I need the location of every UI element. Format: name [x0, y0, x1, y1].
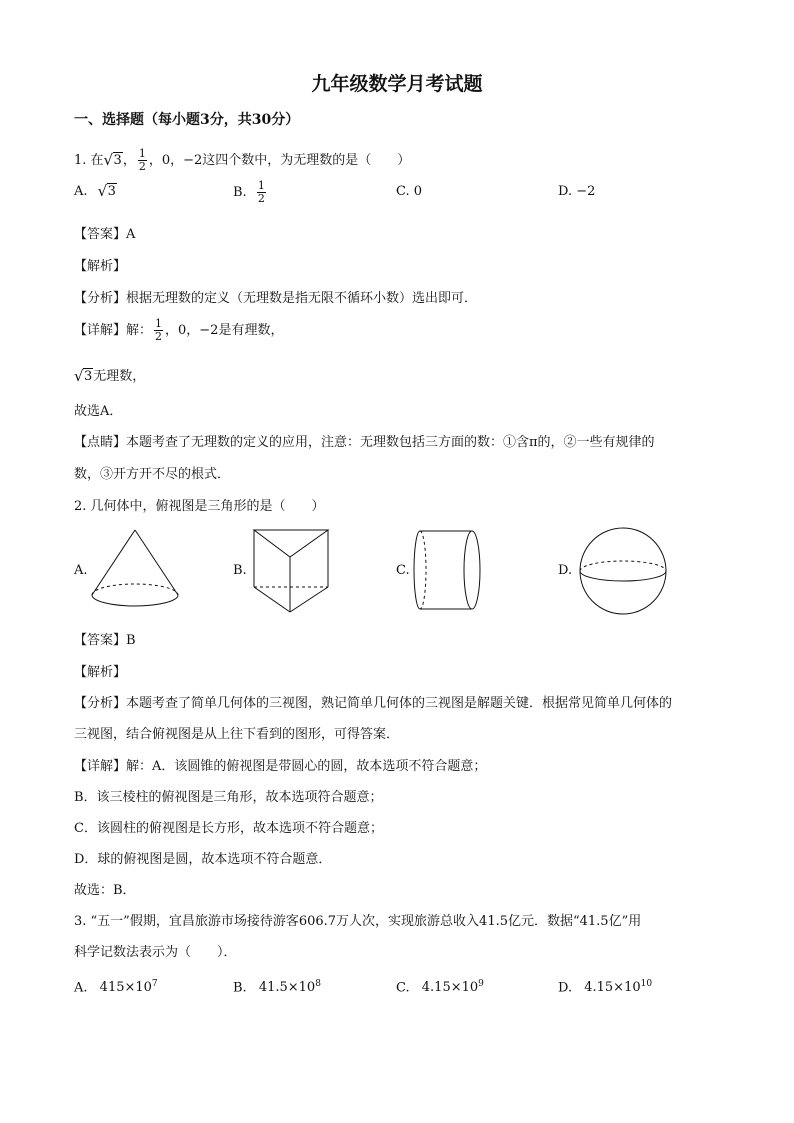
q1-dianjing-1: 【点睛】本题考查了无理数的定义的应用，注意：无理数包括三方面的数：①含π的，②一些有规律的 — [74, 435, 655, 450]
q2-option-c-label: C. — [396, 563, 410, 578]
q3-option-a-exp: 7 — [151, 979, 158, 989]
q2-xiangjie: 【详解】解：A．该圆锥的俯视图是带圆心的圆，故本选项不符合题意； — [74, 759, 487, 774]
cone-figure — [88, 528, 184, 610]
q1-stem-suffix: 这四个数中，为无理数的是（ ） — [202, 153, 411, 168]
q3-option-c — [396, 979, 484, 995]
q3-option-b — [233, 979, 321, 995]
q1-irr-sqrt: √ 3 — [74, 367, 93, 385]
q1-xiangjie-suffix: ，0，−2是有理数， — [165, 323, 284, 338]
sqrt-3: √ 3 — [103, 151, 122, 169]
q2-line-b: B．该三棱柱的俯视图是三角形，故本选项符合题意； — [74, 790, 383, 805]
q1-option-d: D. −2 — [558, 184, 596, 199]
sphere-figure — [577, 526, 669, 616]
q2-line-c: C．该圆柱的俯视图是长方形，故本选项不符合题意； — [74, 821, 383, 836]
q2-option-a-label: A. — [74, 563, 88, 578]
q1-xiangjie — [74, 318, 283, 343]
q3-option-d-base: 4.15×10 — [584, 980, 641, 996]
q1-irr-text: 无理数， — [93, 369, 146, 384]
q1-option-b-num: 1 — [257, 179, 265, 192]
question-1-stem — [74, 148, 410, 173]
q1-stem-prefix: 1. 在 — [74, 153, 104, 168]
q3-option-b-base: 41.5×10 — [258, 980, 316, 996]
section-heading: 一、选择题（每小题3分，共30分） — [74, 112, 300, 128]
q3-option-a-base: 415×10 — [99, 980, 152, 996]
sqrt-arg: 3 — [113, 153, 122, 168]
fraction-half — [138, 148, 147, 173]
q1-option-b-den: 2 — [257, 192, 265, 205]
q3-option-c-exp: 9 — [478, 979, 484, 989]
q1-option-a-label: A. — [74, 184, 88, 199]
q1-sep: ， — [122, 153, 136, 168]
frac-denominator: 2 — [138, 160, 146, 173]
q3-option-b-label: B. — [233, 980, 247, 996]
q3-option-b-exp: 8 — [315, 979, 321, 989]
q3-option-d-label: D. — [558, 980, 573, 996]
q1-dianjing-2: 数，③开方开不尽的根式． — [74, 467, 231, 482]
q3-option-c-base: 4.15×10 — [421, 980, 479, 996]
q1-guxuan: 故选A． — [74, 404, 123, 419]
q1-xiangjie-frac — [154, 318, 163, 343]
q1-option-c: C. 0 — [396, 184, 423, 199]
prism-figure — [250, 527, 332, 615]
q1-xiangjie-den: 2 — [155, 330, 163, 343]
q1-stem-mid: ，0， — [148, 153, 184, 168]
q1-xiangjie-prefix: 【详解】解： — [74, 323, 153, 338]
q2-option-b-label: B. — [233, 563, 247, 578]
q3-option-a-label: A. — [74, 980, 88, 996]
q1-option-b-frac — [257, 180, 266, 205]
q1-option-a — [74, 184, 117, 199]
q1-jiexi: 【解析】 — [74, 259, 127, 274]
q2-jiexi: 【解析】 — [74, 665, 127, 680]
q1-xiangjie-num: 1 — [155, 317, 163, 330]
q1-option-b — [233, 180, 268, 205]
q1-answer: 【答案】A — [74, 227, 136, 242]
q3-option-d — [558, 979, 652, 995]
cylinder-figure — [412, 528, 486, 612]
page-title: 九年级数学月考试题 — [311, 73, 483, 95]
q3-option-d-exp: 10 — [640, 979, 653, 989]
q1-irr-sqrt-arg: 3 — [84, 369, 93, 384]
q1-option-a-sqrt: √ 3 — [97, 182, 116, 200]
question-3-stem-2: 科学记数法表示为（ ）． — [74, 945, 237, 960]
question-2-stem: 2. 几何体中，俯视图是三角形的是（ ） — [74, 499, 325, 514]
question-3-stem-1: 3. “五一”假期，宜昌旅游市场接待游客606.7万人次，实现旅游总收入41.5亿元．数据“41.5亿”用 — [74, 914, 642, 929]
q2-guxuan: 故选：B． — [74, 883, 136, 898]
q3-option-a — [74, 979, 158, 995]
q1-option-b-label: B. — [233, 185, 247, 200]
q1-fenxi: 【分析】根据无理数的定义（无理数是指无限不循环小数）选出即可． — [74, 291, 478, 306]
q2-line-d: D．球的俯视图是圆，故本选项不符合题意． — [74, 852, 332, 867]
q3-option-c-label: C. — [396, 980, 410, 996]
q2-option-d-label: D. — [558, 563, 573, 578]
q2-fenxi-2: 三视图，结合俯视图是从上往下看到的图形，可得答案． — [74, 727, 400, 742]
q2-fenxi-1: 【分析】本题考查了简单几何体的三视图，熟记简单几何体的三视图是解题关键．根据常见简单几何体的 — [74, 696, 673, 711]
q1-option-a-sqrt-arg: 3 — [107, 184, 116, 199]
q1-irrational-line — [74, 365, 145, 384]
q2-answer: 【答案】B — [74, 633, 136, 648]
q1-neg2: −2 — [183, 153, 203, 168]
frac-numerator: 1 — [138, 147, 146, 160]
